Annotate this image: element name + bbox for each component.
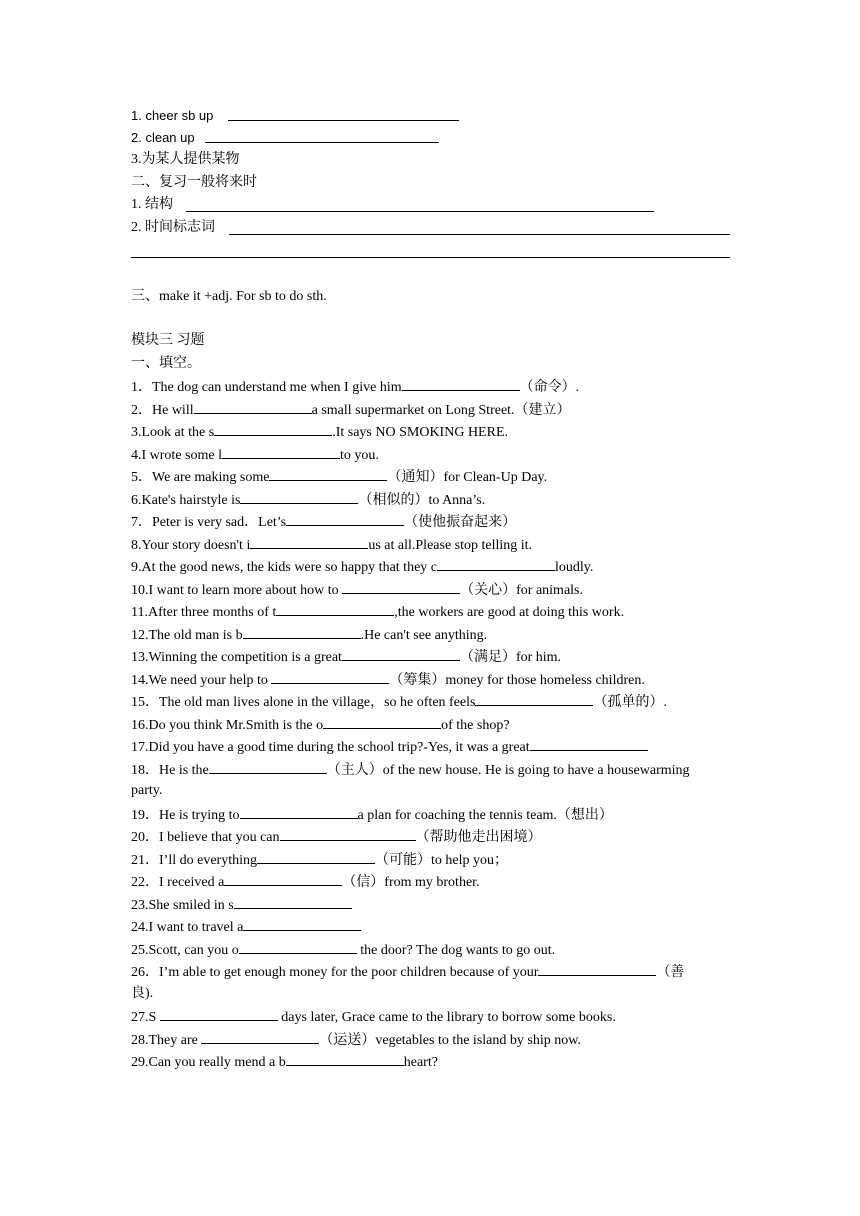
question-item: [131, 422, 508, 440]
question-item: [131, 670, 645, 688]
question-text: a small supermarket on Long Street.（建立）: [311, 402, 571, 418]
answer-blank[interactable]: [240, 805, 358, 819]
answer-blank[interactable]: [530, 737, 648, 751]
question-item: [131, 737, 648, 755]
phrase-item-3: 3.为某人提供某物: [131, 152, 240, 167]
answer-blank[interactable]: [538, 962, 656, 976]
question-text: 10.I want to learn more about how to: [131, 582, 343, 598]
phrase-text: 2. clean up: [131, 130, 195, 145]
question-text: 27.S: [131, 1010, 160, 1025]
question-text: .He can't see anything.: [360, 627, 488, 643]
question-text: 15．The old man lives alone in the village，so he often feels: [131, 695, 476, 710]
question-text: loudly.: [555, 560, 594, 575]
question-text: 22．I received a: [131, 875, 225, 890]
question-item: [131, 1052, 438, 1070]
answer-blank[interactable]: [286, 1052, 404, 1066]
question-text: 20．I believe that you can: [131, 830, 280, 845]
question-item: [131, 445, 379, 463]
question-text: （使他振奋起来）: [404, 515, 517, 530]
answer-blank[interactable]: [240, 490, 358, 504]
question-item: [131, 827, 542, 845]
question-item: [131, 625, 487, 643]
question-text: （满足）for him.: [459, 650, 562, 665]
question-text: 17.Did you have a good time during the school trip?-Yes, it was a great: [131, 740, 530, 755]
question-text: us at all.Please stop telling it.: [368, 537, 533, 553]
question-item: [131, 940, 555, 958]
time-words-label: 2. 时间标志词: [131, 220, 215, 235]
question-text: 28.They are: [131, 1032, 202, 1048]
answer-blank[interactable]: [257, 850, 375, 864]
question-continuation: 良).: [131, 985, 154, 1001]
structure-label: 1. 结构: [131, 197, 173, 212]
question-text: the door? The dog wants to go out.: [356, 942, 556, 958]
question-text: heart?: [403, 1055, 438, 1070]
question-text: 11.After three months of t: [131, 605, 277, 620]
question-item: [131, 872, 480, 890]
question-text: 3.Look at the s: [131, 425, 215, 440]
answer-line: [205, 142, 439, 143]
answer-blank[interactable]: [222, 445, 340, 459]
answer-line: [131, 257, 730, 258]
question-item: [131, 895, 352, 913]
question-item: [131, 917, 361, 935]
question-text: 1．The dog can understand me when I give him: [131, 380, 402, 395]
answer-blank[interactable]: [239, 940, 357, 954]
answer-blank[interactable]: [437, 557, 555, 571]
question-text: 13.Winning the competition is a great: [131, 650, 342, 665]
answer-blank[interactable]: [276, 602, 394, 616]
question-text: to you.: [339, 447, 379, 463]
question-text: 24.I want to travel a: [131, 920, 244, 935]
question-text: （帮助他走出困境）: [415, 830, 542, 845]
answer-blank[interactable]: [269, 467, 387, 481]
answer-blank[interactable]: [214, 422, 332, 436]
answer-line: [228, 120, 459, 121]
question-text: 18．He is the: [131, 762, 209, 778]
answer-blank[interactable]: [271, 670, 389, 684]
answer-blank[interactable]: [402, 377, 520, 391]
question-text: （善: [656, 965, 685, 980]
module-title: 模块三 习题: [131, 333, 205, 348]
answer-blank[interactable]: [286, 512, 404, 526]
question-item: [131, 490, 485, 508]
answer-blank[interactable]: [234, 895, 352, 909]
answer-blank[interactable]: [201, 1030, 319, 1044]
question-item: [131, 850, 508, 868]
question-text: 12.The old man is b: [131, 627, 243, 643]
question-text: 5．We are making some: [131, 470, 270, 485]
question-item: [131, 760, 690, 778]
question-item: [131, 715, 510, 733]
answer-blank[interactable]: [475, 692, 593, 706]
question-item: [131, 1030, 581, 1048]
section-heading-3: 三、make it +adj. For sb to do sth.: [131, 289, 327, 304]
question-text: days later, Grace came to the library to borrow some books.: [277, 1010, 616, 1025]
phrase-item-1: [131, 107, 213, 125]
answer-blank[interactable]: [224, 872, 342, 886]
question-text: a plan for coaching the tennis team.（想出）: [357, 807, 613, 823]
question-text: ,the workers are good at doing this work.: [394, 605, 625, 620]
answer-line: [229, 234, 730, 235]
answer-blank[interactable]: [243, 625, 361, 639]
question-text: .It says NO SMOKING HERE.: [332, 425, 508, 440]
answer-blank[interactable]: [243, 917, 361, 931]
answer-line: [186, 211, 654, 212]
question-item: [131, 647, 561, 665]
time-words-item: [131, 219, 215, 237]
question-text: 2．He will: [131, 402, 194, 418]
question-item: [131, 535, 532, 553]
question-item: [131, 962, 684, 980]
question-item: [131, 512, 516, 530]
question-text: （主人）of the new house. He is going to have a housewarming: [326, 762, 690, 778]
question-text: 14.We need your help to: [131, 672, 272, 688]
answer-blank[interactable]: [280, 827, 416, 841]
question-text: 16.Do you think Mr.Smith is the o: [131, 717, 324, 733]
answer-blank[interactable]: [160, 1007, 278, 1021]
question-text: of the shop?: [441, 717, 510, 733]
question-text: （信）from my brother.: [342, 875, 480, 890]
question-text: （关心）for animals.: [460, 582, 583, 598]
section-heading-2: 二、复习一般将来时: [131, 175, 257, 190]
question-continuation: party.: [131, 783, 163, 798]
answer-blank[interactable]: [342, 580, 460, 594]
question-text: （通知）for Clean-Up Day.: [387, 470, 548, 485]
question-text: 6.Kate's hairstyle is: [131, 492, 241, 508]
question-text: （筹集）money for those homeless children.: [389, 672, 645, 688]
question-item: [131, 602, 624, 620]
phrase-text: 1. cheer sb up: [131, 108, 214, 123]
question-text: 21．I’ll do everything: [131, 852, 257, 868]
question-text: 23.She smiled in s: [131, 897, 234, 913]
question-text: 8.Your story doesn't i: [131, 537, 251, 553]
question-item: [131, 1007, 616, 1025]
answer-blank[interactable]: [194, 400, 312, 414]
question-text: 9.At the good news, the kids were so happy that they c: [131, 560, 437, 575]
structure-item: [131, 196, 173, 214]
answer-blank[interactable]: [250, 535, 368, 549]
question-text: （运送）vegetables to the island by ship now.: [319, 1032, 581, 1048]
question-item: [131, 467, 547, 485]
question-item: [131, 377, 579, 395]
question-text: （命令）.: [519, 380, 580, 395]
phrase-item-2: [131, 129, 195, 147]
question-text: （可能）to help you；: [374, 852, 508, 868]
question-item: [131, 580, 583, 598]
question-text: （孤单的）.: [593, 695, 667, 710]
question-text: （相似的）to Anna’s.: [358, 492, 486, 508]
question-item: [131, 557, 593, 575]
question-text: 19．He is trying to: [131, 807, 240, 823]
question-text: 7．Peter is very sad．Let’s: [131, 515, 287, 530]
question-item: [131, 805, 613, 823]
question-text: 29.Can you really mend a b: [131, 1055, 286, 1070]
answer-blank[interactable]: [342, 647, 460, 661]
question-item: [131, 692, 667, 710]
question-text: 25.Scott, can you o: [131, 942, 239, 958]
answer-blank[interactable]: [323, 715, 441, 729]
question-text: 26．I’m able to get enough money for the poor children because of your: [131, 965, 539, 980]
question-item: [131, 400, 571, 418]
answer-blank[interactable]: [209, 760, 327, 774]
question-text: 4.I wrote some l: [131, 447, 222, 463]
fill-in-heading: 一、填空。: [131, 356, 201, 371]
